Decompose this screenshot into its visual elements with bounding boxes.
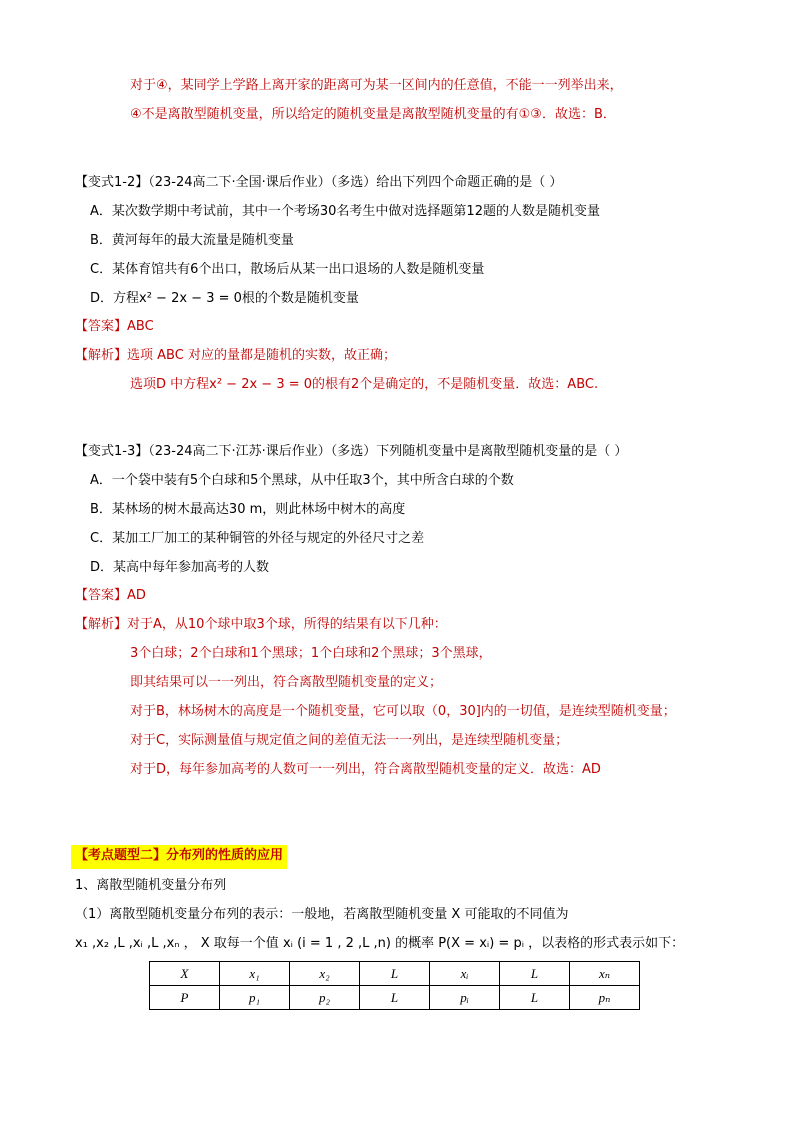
table-cell: xᵢ [430,962,500,986]
answer-label: 【答案】 [75,588,128,603]
question-1-3-option-b: B．某林场的树木最高达30 m，则此林场中树木的高度 [90,502,406,517]
answer-label: 【答案】 [75,319,128,334]
answer-value: AD [127,588,146,603]
subsection-title: 1、离散型随机变量分布列 [75,878,227,893]
answer-1-2 [75,318,154,336]
paragraph-line-2: x₁ ,x₂ ,L ,xᵢ ,L ,xₙ ， X 取每一个值 xᵢ (i = 1 , 2 ,L ,n) 的概率 P(X = xᵢ) = pᵢ ，以表格的形式表示如下： [75,936,685,951]
question-1-3-title: 【变式1-3】（23-24高二下·江苏·课后作业）（多选）下列随机变量中是离散型随机变量的是（ ） [75,444,628,459]
explanation-line-2: ④不是离散型随机变量，所以给定的随机变量是离散型随机变量的有①③．故选：B． [130,107,616,122]
analysis-text: 选项 ABC 对应的量都是随机的实数，故正确； [127,348,396,363]
question-1-2-title: 【变式1-2】（23-24高二下·全国·课后作业）（多选）给出下列四个命题正确的是（ ） [75,175,563,190]
question-1-2-option-d: D．方程x² − 2x − 3 = 0根的个数是随机变量 [90,291,359,306]
explanation-line-1: 对于④，某同学上学路上离开家的距离可为某一区间内的任意值，不能一一列举出来， [130,78,623,93]
table-cell: X [150,962,220,986]
question-1-2-option-c: C．某体育馆共有6个出口，散场后从某一出口退场的人数是随机变量 [90,262,485,277]
table-cell: L [360,986,430,1010]
table-cell: L [500,986,570,1010]
answer-1-3 [75,587,146,605]
analysis-1-3-line-4: 对于B，林场树木的高度是一个随机变量，它可以取（0，30]内的一切值，是连续型随机变量； [130,704,676,719]
analysis-1-3-line-2: 3个白球；2个白球和1个黑球；1个白球和2个黑球；3个黑球， [130,646,492,661]
paragraph-line-1: （1）离散型随机变量分布列的表示：一般地，若离散型随机变量 X 可能取的不同值为 [75,907,569,922]
table-cell: x₂ [290,962,360,986]
table-cell: p₂ [290,986,360,1010]
question-1-2-option-a: A．某次数学期中考试前，其中一个考场30名考生中做对选择题第12题的人数是随机变量 [90,204,600,219]
analysis-1-3-line-6: 对于D，每年参加高考的人数可一一列出，符合离散型随机变量的定义．故选：AD [130,762,601,777]
table-cell: pᵢ [430,986,500,1010]
analysis-1-3-line-5: 对于C，实际测量值与规定值之间的差值无法一一列出，是连续型随机变量； [130,733,569,748]
analysis-1-3-line-3: 即其结果可以一一列出，符合离散型随机变量的定义； [130,675,443,690]
analysis-label: 【解析】 [75,348,128,363]
question-1-3-option-d: D．某高中每年参加高考的人数 [90,560,270,575]
analysis-text: 对于A，从10个球中取3个球，所得的结果有以下几种： [127,617,447,632]
distribution-table [149,961,640,1010]
analysis-1-2-line-1 [75,347,396,365]
table-cell: xₙ [570,962,640,986]
table-cell: L [360,962,430,986]
question-1-3-option-a: A．一个袋中装有5个白球和5个黑球，从中任取3个，其中所含白球的个数 [90,473,514,488]
table-cell: P [150,986,220,1010]
table-cell: x₁ [220,962,290,986]
section-heading: 【考点题型二】分布列的性质的应用 [71,845,287,869]
answer-value: ABC [127,319,154,334]
table-cell: L [500,962,570,986]
question-1-2-option-b: B．黄河每年的最大流量是随机变量 [90,233,294,248]
table-row [150,962,640,986]
analysis-1-3-line-1 [75,616,447,634]
table-row [150,986,640,1010]
table-cell: p₁ [220,986,290,1010]
analysis-1-2-line-2: 选项D 中方程x² − 2x − 3 = 0的根有2个是确定的，不是随机变量．故选：ABC. [130,377,599,392]
question-1-3-option-c: C．某加工厂加工的某种铜管的外径与规定的外径尺寸之差 [90,531,425,546]
analysis-label: 【解析】 [75,617,128,632]
table-cell: pₙ [570,986,640,1010]
